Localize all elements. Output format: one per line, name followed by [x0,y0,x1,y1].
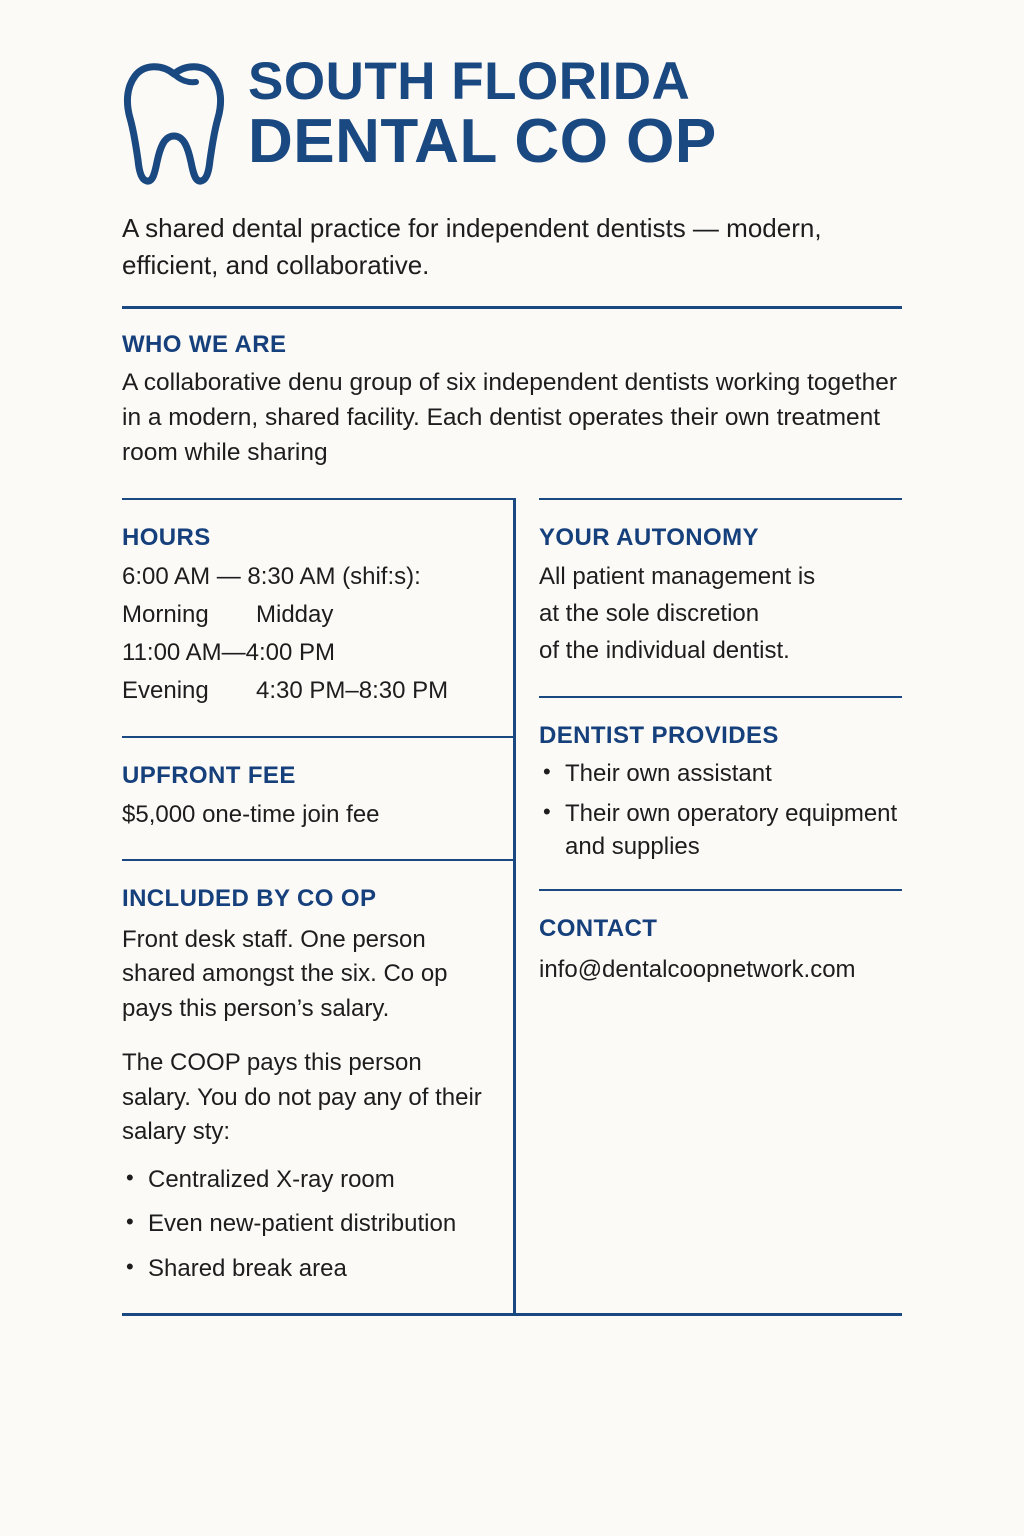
divider-bottom [122,1313,902,1316]
poster-header [122,52,902,470]
right-column [539,498,902,987]
brand-title-line2: DENTAL CO OP [248,106,717,176]
list-item: • Their own assistant [539,758,902,791]
hours-row-1-label: Morning [122,600,209,628]
masthead [122,52,902,188]
tooth-icon [122,60,226,188]
dentist-provides-bullet-list [539,758,902,864]
section-hours [122,524,495,710]
section-contact [539,915,902,987]
left-column [122,498,495,1298]
included-heading: INCLUDED BY CO OP [122,884,377,912]
included-para-2: The COOP pays this person salary. You do not pay any of their salary sty: [122,1049,482,1146]
hours-row-2: 11:00 AM—4:00 PM [122,638,335,666]
hours-list [122,558,495,710]
hours-row-3-value: 4:30 PM–8:30 PM [256,676,449,704]
list-item: • Their own operatory equipment and supplies [539,798,902,863]
dentist-provides-heading: DENTIST PROVIDES [539,721,779,749]
hours-row-3 [122,672,495,710]
list-item: • Shared break area [122,1253,495,1286]
autonomy-line-2: at the sole discretion [539,600,760,628]
divider-left-top [122,498,516,500]
section-your-autonomy [539,524,902,670]
autonomy-line-3: of the individual dentist. [539,637,790,665]
section-dentist-provides [539,722,902,864]
divider-left-fee-included [122,859,516,861]
divider-right-provides-contact [539,889,902,891]
section-who-we-are [122,309,902,470]
hours-line-1: 6:00 AM — 8:30 AM (shif:s): [122,563,421,590]
included-para-1: Front desk staff. One person shared amongst the six. Co op pays this person’s salary. [122,925,448,1022]
autonomy-line-1: All patient management is [539,563,816,590]
brand-title-line1: SOUTH FLORIDA [248,52,691,111]
column-divider [513,498,516,1315]
divider-right-top [539,498,902,500]
divider-left-hours-fee [122,736,516,738]
poster-subtitle: A shared dental practice for independent dentists — modern, efficient, and collaborative. [122,213,822,280]
hours-row-1-value: Midday [256,600,334,628]
section-included-by-coop [122,885,495,1286]
hours-row-3-label: Evening [122,676,209,704]
list-item: • Even new-patient distribution [122,1208,495,1241]
hours-row-1 [122,596,495,634]
upfront-fee-value: $5,000 one-time join fee [122,800,380,828]
divider-right-autonomy-provides [539,696,902,698]
brand-wordmark [248,52,717,176]
upfront-fee-heading: UPFRONT FEE [122,761,296,789]
section-upfront-fee [122,762,495,834]
who-we-are-heading: WHO WE ARE [122,330,287,358]
contact-heading: CONTACT [539,915,658,943]
included-bullet-list [122,1164,495,1286]
list-item: • Centralized X-ray room [122,1164,495,1197]
autonomy-heading: YOUR AUTONOMY [539,524,759,551]
hours-heading: HOURS [122,524,211,551]
contact-email[interactable]: info@dentalcoopnetwork.com [539,956,856,984]
two-column-area [122,498,902,1315]
who-we-are-body: A collaborative denu group of six independent dentists working together in a modern, shared facility. Each dentist operates their own treatment room while sharing [122,368,897,466]
